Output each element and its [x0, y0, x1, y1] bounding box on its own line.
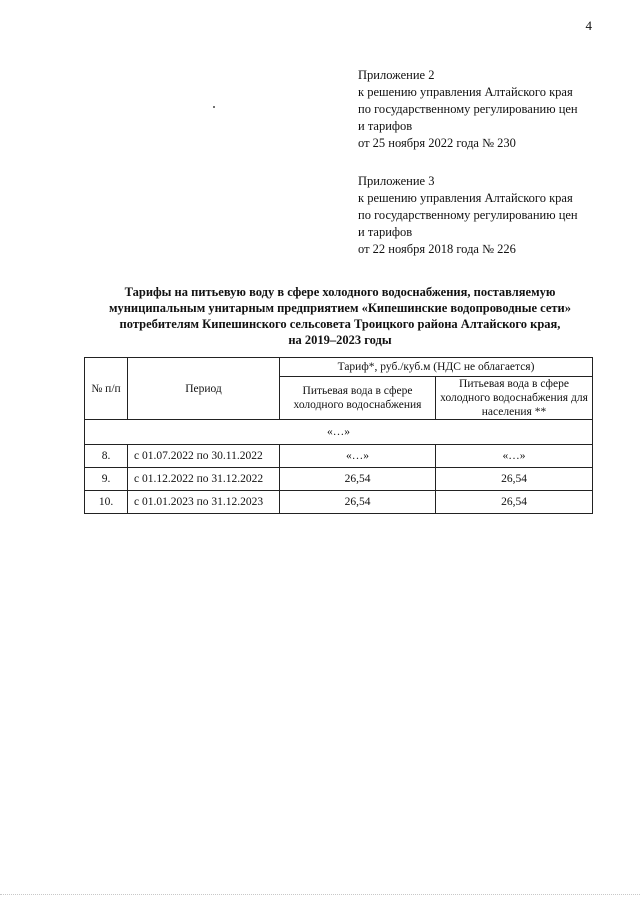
tariff-table — [84, 357, 593, 514]
row-period: с 01.07.2022 по 30.11.2022 — [128, 445, 280, 468]
row-period: с 01.12.2022 по 31.12.2022 — [128, 468, 280, 491]
header-number: № п/п — [85, 358, 128, 420]
title-line: муниципальным унитарным предприятием «Кипешинские водопроводные сети» — [108, 301, 572, 315]
row-period: с 01.01.2023 по 31.12.2023 — [128, 491, 280, 514]
row-number: 10. — [85, 491, 128, 514]
appendix-3-line: Приложение 3 — [358, 174, 435, 188]
appendix-2-line: Приложение 2 — [358, 68, 435, 82]
appendix-2-line: по государственному регулированию цен — [358, 102, 578, 116]
appendix-3-line: к решению управления Алтайского края — [358, 191, 573, 205]
row-tariff-2: 26,54 — [436, 491, 593, 514]
row-tariff-1: «…» — [280, 445, 436, 468]
table-row — [85, 491, 593, 514]
header-tariff-population: Питьевая вода в сфере холодного водоснабжения для населения ** — [436, 377, 593, 420]
appendix-3-line: от 22 ноября 2018 года № 226 — [358, 242, 516, 256]
appendix-2-line: к решению управления Алтайского края — [358, 85, 573, 99]
row-tariff-2: «…» — [436, 445, 593, 468]
row-tariff-2: 26,54 — [436, 468, 593, 491]
header-period: Период — [128, 358, 280, 420]
appendix-3-line: и тарифов — [358, 225, 413, 239]
row-number: 9. — [85, 468, 128, 491]
row-number: 8. — [85, 445, 128, 468]
header-tariff-drinking-water: Питьевая вода в сфере холодного водоснабжения — [280, 377, 436, 420]
row-tariff-1: 26,54 — [280, 491, 436, 514]
scan-speck — [213, 106, 215, 108]
table-row — [85, 468, 593, 491]
appendix-2-block — [358, 67, 608, 152]
title-line: потребителям Кипешинского сельсовета Троицкого района Алтайского края, — [119, 317, 561, 331]
title-line: на 2019–2023 годы — [288, 333, 392, 347]
document-title — [70, 284, 610, 348]
header-tariff-group: Тариф*, руб./куб.м (НДС не облагается) — [280, 358, 593, 377]
appendix-2-line: от 25 ноября 2022 года № 230 — [358, 136, 516, 150]
table-row — [85, 445, 593, 468]
appendix-3-line: по государственному регулированию цен — [358, 208, 578, 222]
appendix-2-line: и тарифов — [358, 119, 413, 133]
page-number: 4 — [585, 18, 592, 33]
footer-divider — [0, 894, 640, 895]
title-line: Тарифы на питьевую воду в сфере холодного водоснабжения, поставляемую — [124, 285, 556, 299]
table-ellipsis-row: «…» — [85, 420, 593, 445]
appendix-3-block — [358, 173, 608, 258]
row-tariff-1: 26,54 — [280, 468, 436, 491]
